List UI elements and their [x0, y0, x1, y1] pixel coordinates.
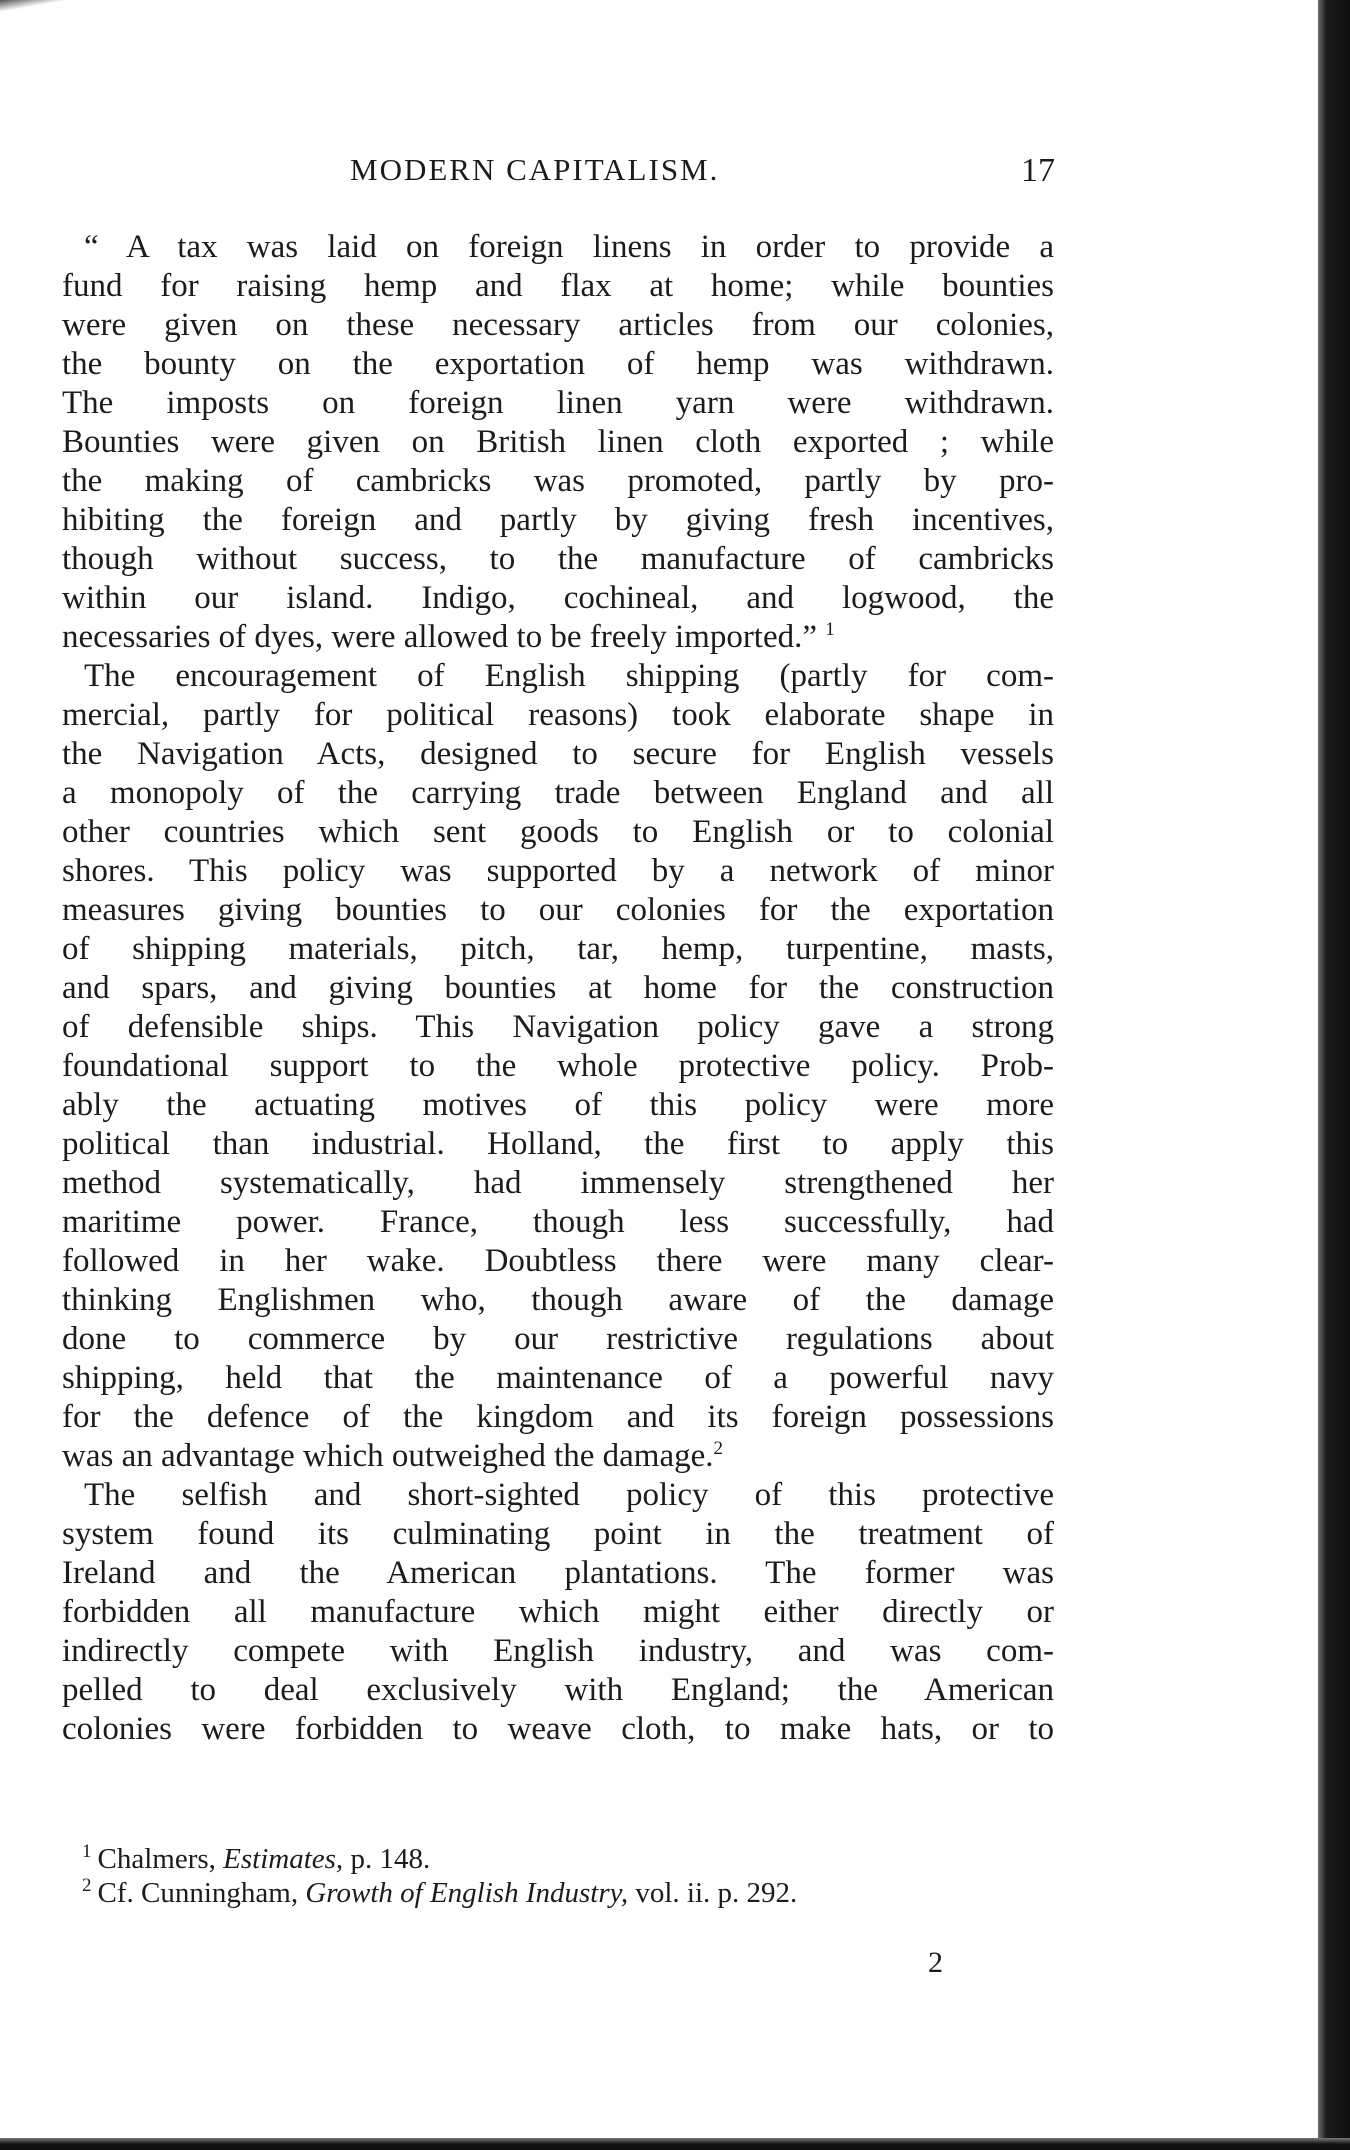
text-line: maritime power. France, though less successfully, had — [62, 1204, 1054, 1240]
text-line — [62, 1437, 1054, 1476]
text-line: mercial, partly for political reasons) took elaborate shape in — [62, 697, 1054, 733]
text-line: colonies were forbidden to weave cloth, to make hats, or to — [62, 1711, 1054, 1747]
text-line: and spars, and giving bounties at home for the construction — [62, 970, 1054, 1006]
text-line: fund for raising hemp and flax at home; while bounties — [62, 268, 1054, 304]
footnote-number: 2 — [82, 1875, 92, 1897]
page-header — [50, 152, 1060, 198]
footnote-number: 1 — [82, 1841, 92, 1863]
footnote-text: vol. ii. p. 292. — [628, 1877, 798, 1909]
text-line: within our island. Indigo, cochineal, and logwood, the — [62, 580, 1054, 616]
text-line-content: necessaries of dyes, were allowed to be freely imported.” — [62, 619, 818, 655]
footnote-title: Growth of English Industry, — [305, 1877, 629, 1909]
footnote-title: Estimates, — [223, 1843, 344, 1875]
text-line: The encouragement of English shipping (partly for com- — [84, 658, 1054, 694]
footnote-2 — [82, 1876, 1042, 1910]
text-line: of defensible ships. This Navigation policy gave a strong — [62, 1009, 1054, 1045]
page-edge-shadow-right — [1318, 0, 1350, 2150]
text-line: system found its culminating point in the treatment of — [62, 1516, 1054, 1552]
text-line: were given on these necessary articles from our colonies, — [62, 307, 1054, 343]
footnote-text: p. 148. — [343, 1843, 431, 1875]
scan-corner-mark — [0, 0, 90, 18]
text-line: political than industrial. Holland, the first to apply this — [62, 1126, 1054, 1162]
text-line: measures giving bounties to our colonies for the exportation — [62, 892, 1054, 928]
text-line-content: was an advantage which outweighed the damage. — [62, 1438, 714, 1474]
text-line: other countries which sent goods to English or to colonial — [62, 814, 1054, 850]
text-line: followed in her wake. Doubtless there were many clear- — [62, 1243, 1054, 1279]
signature-mark: 2 — [928, 1946, 943, 1979]
text-line: of shipping materials, pitch, tar, hemp, turpentine, masts, — [62, 931, 1054, 967]
footnote-ref-1: 1 — [825, 619, 835, 640]
page-edge-shadow-bottom — [0, 2138, 1350, 2150]
text-line: a monopoly of the carrying trade between England and all — [62, 775, 1054, 811]
footnote-text: Chalmers, — [97, 1843, 224, 1875]
text-line: shores. This policy was supported by a network of minor — [62, 853, 1054, 889]
footnotes — [82, 1842, 1042, 1910]
footnote-1 — [82, 1842, 1042, 1876]
text-line: pelled to deal exclusively with England; the American — [62, 1672, 1054, 1708]
text-line: Ireland and the American plantations. The former was — [62, 1555, 1054, 1591]
text-line: foundational support to the whole protective policy. Prob- — [62, 1048, 1054, 1084]
paragraph-2 — [62, 657, 1054, 1476]
text-line: hibiting the foreign and partly by giving fresh incentives, — [62, 502, 1054, 538]
text-line — [62, 618, 1054, 657]
text-line: though without success, to the manufacture of cambricks — [62, 541, 1054, 577]
text-line: done to commerce by our restrictive regulations about — [62, 1321, 1054, 1357]
text-line: “ A tax was laid on foreign linens in order to provide a — [84, 229, 1054, 265]
text-line: shipping, held that the maintenance of a powerful navy — [62, 1360, 1054, 1396]
text-line: the Navigation Acts, designed to secure for English vessels — [62, 736, 1054, 772]
text-line: ably the actuating motives of this policy were more — [62, 1087, 1054, 1123]
text-line: indirectly compete with English industry, and was com- — [62, 1633, 1054, 1669]
text-line: The selfish and short-sighted policy of this protective — [84, 1477, 1054, 1513]
footnote-text: Cf. Cunningham, — [97, 1877, 306, 1909]
footnote-ref-2: 2 — [713, 1438, 724, 1459]
text-line: the bounty on the exportation of hemp was withdrawn. — [62, 346, 1054, 382]
body-text — [62, 228, 1054, 1749]
text-line: method systematically, had immensely strengthened her — [62, 1165, 1054, 1201]
text-line: for the defence of the kingdom and its foreign possessions — [62, 1399, 1054, 1435]
text-line: Bounties were given on British linen cloth exported ; while — [62, 424, 1054, 460]
running-head: MODERN CAPITALISM. — [350, 152, 720, 187]
text-line: the making of cambricks was promoted, partly by pro- — [62, 463, 1054, 499]
text-line: thinking Englishmen who, though aware of the damage — [62, 1282, 1054, 1318]
text-line: The imposts on foreign linen yarn were withdrawn. — [62, 385, 1054, 421]
page-number: 17 — [1021, 152, 1055, 189]
paragraph-1 — [62, 228, 1054, 657]
text-line: forbidden all manufacture which might either directly or — [62, 1594, 1054, 1630]
paragraph-3 — [62, 1476, 1054, 1749]
